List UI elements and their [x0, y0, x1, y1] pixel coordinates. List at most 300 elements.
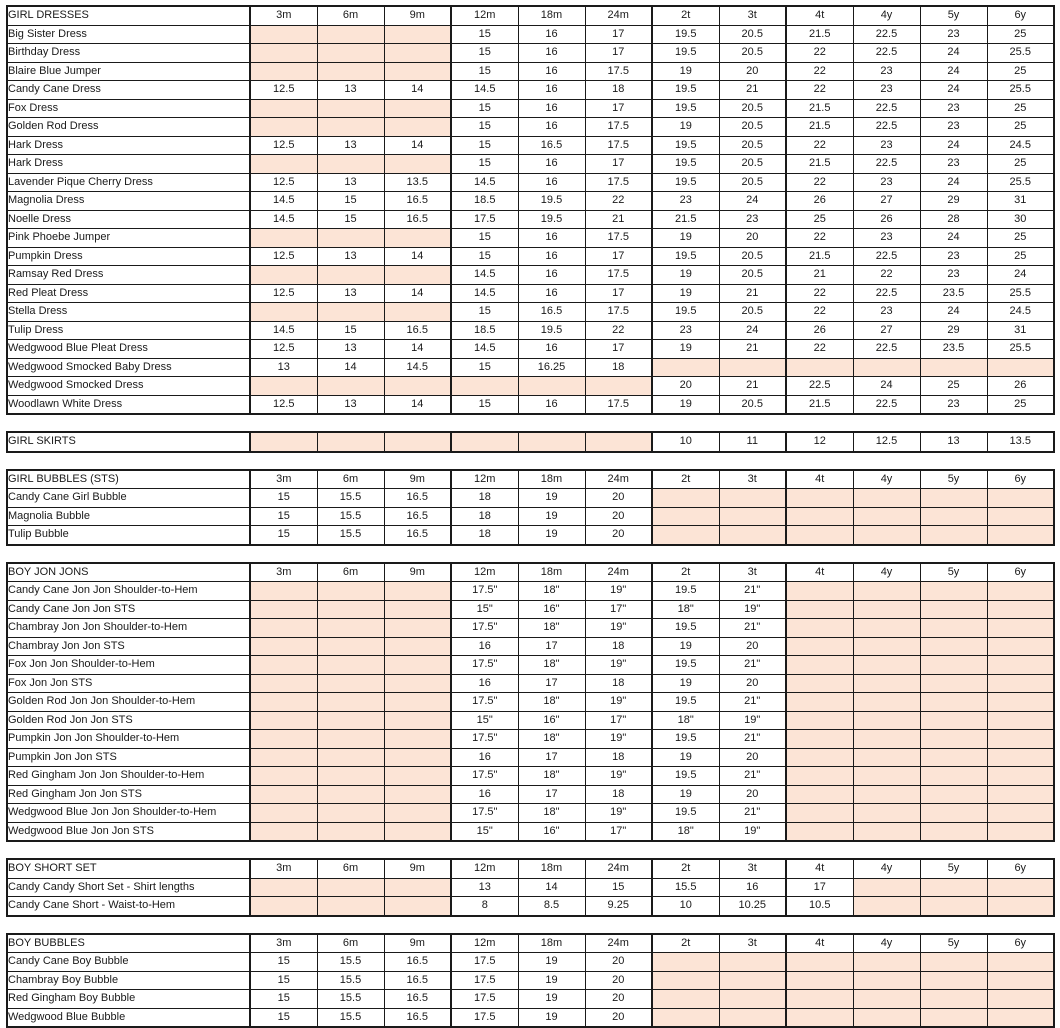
size-value-cell: 15.5 — [317, 526, 384, 545]
size-value-cell: 20 — [585, 971, 652, 990]
section-header-row — [7, 470, 1054, 489]
table-row — [7, 155, 1054, 174]
size-value-cell: 21 — [585, 210, 652, 229]
size-value-cell: 25 — [987, 62, 1054, 81]
row-label: Woodlawn White Dress — [7, 395, 250, 414]
size-value-cell: 24 — [719, 192, 786, 211]
size-value-cell: 23 — [719, 210, 786, 229]
size-value-cell: 17.5 — [451, 971, 518, 990]
empty-cell — [920, 582, 987, 601]
empty-cell — [853, 600, 920, 619]
size-value-cell: 25 — [987, 155, 1054, 174]
row-label: Birthday Dress — [7, 44, 250, 63]
column-header-18m: 18m — [518, 470, 585, 489]
table-row — [7, 748, 1054, 767]
empty-cell — [384, 25, 451, 44]
empty-cell — [987, 711, 1054, 730]
size-value-cell: 19.5 — [652, 99, 719, 118]
size-value-cell: 13.5 — [987, 432, 1054, 452]
empty-cell — [719, 971, 786, 990]
size-value-cell: 15.5 — [317, 990, 384, 1009]
size-value-cell: 21" — [719, 730, 786, 749]
empty-cell — [250, 600, 317, 619]
empty-cell — [250, 582, 317, 601]
empty-cell — [384, 99, 451, 118]
size-value-cell: 19 — [518, 507, 585, 526]
table-row — [7, 804, 1054, 823]
size-value-cell: 21.5 — [786, 247, 853, 266]
table-row — [7, 730, 1054, 749]
size-value-cell: 12.5 — [250, 340, 317, 359]
row-label: Wedgwood Blue Jon Jon STS — [7, 822, 250, 841]
empty-cell — [317, 785, 384, 804]
size-value-cell: 16.5 — [518, 303, 585, 322]
empty-cell — [786, 748, 853, 767]
table-row — [7, 619, 1054, 638]
empty-cell — [317, 155, 384, 174]
column-header-3m: 3m — [250, 6, 317, 25]
size-value-cell: 23 — [853, 173, 920, 192]
empty-cell — [719, 358, 786, 377]
size-value-cell: 30 — [987, 210, 1054, 229]
size-value-cell: 15.5 — [652, 878, 719, 897]
empty-cell — [250, 767, 317, 786]
section-title: BOY JON JONS — [7, 563, 250, 582]
empty-cell — [317, 303, 384, 322]
size-value-cell: 8 — [451, 897, 518, 916]
size-value-cell: 17" — [585, 822, 652, 841]
size-value-cell: 21 — [719, 284, 786, 303]
empty-cell — [920, 953, 987, 972]
empty-cell — [853, 990, 920, 1009]
empty-cell — [384, 155, 451, 174]
empty-cell — [317, 822, 384, 841]
size-value-cell: 25 — [987, 99, 1054, 118]
empty-cell — [987, 878, 1054, 897]
size-value-cell: 22 — [585, 192, 652, 211]
size-value-cell: 17.5" — [451, 804, 518, 823]
size-value-cell: 20 — [585, 489, 652, 508]
empty-cell — [987, 990, 1054, 1009]
size-value-cell: 22 — [786, 81, 853, 100]
size-value-cell: 19" — [585, 656, 652, 675]
size-value-cell: 22 — [786, 44, 853, 63]
empty-cell — [250, 229, 317, 248]
size-value-cell: 16.5 — [384, 321, 451, 340]
size-value-cell: 19" — [585, 767, 652, 786]
size-value-cell: 17.5 — [585, 229, 652, 248]
table-row — [7, 340, 1054, 359]
size-value-cell: 19.5 — [652, 804, 719, 823]
size-value-cell: 16.5 — [384, 192, 451, 211]
empty-cell — [384, 118, 451, 137]
column-header-12m: 12m — [451, 859, 518, 878]
empty-cell — [317, 656, 384, 675]
size-value-cell: 19 — [652, 266, 719, 285]
row-label: Pink Phoebe Jumper — [7, 229, 250, 248]
empty-cell — [786, 619, 853, 638]
table-row — [7, 711, 1054, 730]
size-value-cell: 22.5 — [853, 44, 920, 63]
size-value-cell: 15 — [250, 507, 317, 526]
empty-cell — [317, 432, 384, 452]
empty-cell — [987, 804, 1054, 823]
size-value-cell: 19.5 — [652, 656, 719, 675]
size-value-cell: 20 — [719, 62, 786, 81]
size-value-cell: 15 — [250, 953, 317, 972]
section-table-boy-bubbles — [6, 933, 1055, 1028]
empty-cell — [384, 748, 451, 767]
table-row — [7, 693, 1054, 712]
row-label: Ramsay Red Dress — [7, 266, 250, 285]
size-value-cell: 24 — [719, 321, 786, 340]
empty-cell — [987, 822, 1054, 841]
empty-cell — [384, 730, 451, 749]
empty-cell — [853, 748, 920, 767]
column-header-12m: 12m — [451, 470, 518, 489]
size-value-cell: 19 — [518, 1008, 585, 1027]
empty-cell — [250, 897, 317, 916]
size-value-cell: 14.5 — [250, 210, 317, 229]
size-value-cell: 20 — [585, 990, 652, 1009]
column-header-6y: 6y — [987, 859, 1054, 878]
empty-cell — [786, 804, 853, 823]
size-value-cell: 17.5 — [585, 266, 652, 285]
row-label: Pumpkin Jon Jon Shoulder-to-Hem — [7, 730, 250, 749]
empty-cell — [786, 953, 853, 972]
empty-cell — [786, 600, 853, 619]
empty-cell — [384, 44, 451, 63]
size-value-cell: 25 — [920, 377, 987, 396]
size-value-cell: 24 — [920, 44, 987, 63]
empty-cell — [786, 785, 853, 804]
size-value-cell: 16.5 — [384, 953, 451, 972]
column-header-5y: 5y — [920, 859, 987, 878]
size-value-cell: 17 — [585, 25, 652, 44]
empty-cell — [786, 637, 853, 656]
size-value-cell: 20.5 — [719, 99, 786, 118]
size-value-cell: 21" — [719, 693, 786, 712]
empty-cell — [786, 711, 853, 730]
empty-cell — [920, 507, 987, 526]
row-label: Golden Rod Dress — [7, 118, 250, 137]
size-value-cell: 19 — [652, 637, 719, 656]
size-value-cell: 21" — [719, 619, 786, 638]
empty-cell — [987, 897, 1054, 916]
size-value-cell: 21.5 — [652, 210, 719, 229]
empty-cell — [920, 971, 987, 990]
empty-cell — [853, 358, 920, 377]
column-header-12m: 12m — [451, 563, 518, 582]
size-value-cell: 18.5 — [451, 321, 518, 340]
empty-cell — [250, 785, 317, 804]
size-value-cell: 23 — [920, 266, 987, 285]
size-value-cell: 25.5 — [987, 44, 1054, 63]
size-value-cell: 15 — [250, 990, 317, 1009]
size-value-cell: 16 — [518, 173, 585, 192]
empty-cell — [250, 155, 317, 174]
size-value-cell: 25.5 — [987, 340, 1054, 359]
size-value-cell: 9.25 — [585, 897, 652, 916]
empty-cell — [920, 600, 987, 619]
size-value-cell: 19 — [652, 674, 719, 693]
empty-cell — [987, 507, 1054, 526]
empty-cell — [384, 266, 451, 285]
empty-cell — [250, 44, 317, 63]
size-value-cell: 16" — [518, 822, 585, 841]
size-value-cell: 20 — [585, 1008, 652, 1027]
empty-cell — [920, 804, 987, 823]
empty-cell — [250, 637, 317, 656]
empty-cell — [317, 748, 384, 767]
size-value-cell: 14 — [384, 284, 451, 303]
empty-cell — [853, 953, 920, 972]
empty-cell — [317, 44, 384, 63]
size-value-cell: 22 — [786, 229, 853, 248]
size-value-cell: 14 — [384, 81, 451, 100]
empty-cell — [920, 748, 987, 767]
size-value-cell: 13 — [317, 395, 384, 414]
empty-cell — [853, 878, 920, 897]
size-value-cell: 13 — [317, 136, 384, 155]
row-label: Big Sister Dress — [7, 25, 250, 44]
size-value-cell: 22 — [786, 136, 853, 155]
table-row — [7, 582, 1054, 601]
empty-cell — [853, 785, 920, 804]
size-value-cell: 16 — [518, 118, 585, 137]
size-value-cell: 16 — [518, 395, 585, 414]
size-value-cell: 24 — [920, 173, 987, 192]
size-value-cell: 16 — [451, 785, 518, 804]
empty-cell — [317, 266, 384, 285]
size-value-cell: 18" — [518, 767, 585, 786]
column-header-4y: 4y — [853, 470, 920, 489]
size-value-cell: 17 — [585, 99, 652, 118]
size-value-cell: 20 — [585, 507, 652, 526]
size-value-cell: 15 — [317, 192, 384, 211]
table-row — [7, 507, 1054, 526]
size-value-cell: 18" — [518, 804, 585, 823]
size-value-cell: 21 — [719, 81, 786, 100]
section-table-boy-short-set — [6, 858, 1055, 917]
size-value-cell: 17 — [585, 44, 652, 63]
empty-cell — [384, 878, 451, 897]
size-value-cell: 25 — [987, 247, 1054, 266]
column-header-4y: 4y — [853, 6, 920, 25]
row-label: Pumpkin Dress — [7, 247, 250, 266]
size-value-cell: 19.5 — [652, 303, 719, 322]
row-label: Fox Jon Jon Shoulder-to-Hem — [7, 656, 250, 675]
row-label: Chambray Jon Jon Shoulder-to-Hem — [7, 619, 250, 638]
section-header-row — [7, 6, 1054, 25]
size-value-cell: 15.5 — [317, 971, 384, 990]
empty-cell — [719, 489, 786, 508]
column-header-6m: 6m — [317, 6, 384, 25]
size-value-cell: 20.5 — [719, 247, 786, 266]
empty-cell — [652, 990, 719, 1009]
empty-cell — [987, 358, 1054, 377]
row-label: Chambray Jon Jon STS — [7, 637, 250, 656]
size-value-cell: 15 — [451, 155, 518, 174]
size-value-cell: 22.5 — [853, 118, 920, 137]
size-value-cell: 18" — [652, 600, 719, 619]
table-row — [7, 210, 1054, 229]
size-value-cell: 16.5 — [384, 971, 451, 990]
empty-cell — [853, 619, 920, 638]
empty-cell — [317, 377, 384, 396]
empty-cell — [585, 432, 652, 452]
size-value-cell: 31 — [987, 192, 1054, 211]
empty-cell — [853, 526, 920, 545]
size-value-cell: 15 — [250, 526, 317, 545]
size-value-cell: 22 — [786, 340, 853, 359]
empty-cell — [853, 730, 920, 749]
size-value-cell: 18 — [585, 81, 652, 100]
size-value-cell: 17.5" — [451, 767, 518, 786]
size-value-cell: 18" — [518, 619, 585, 638]
section-title: GIRL BUBBLES (STS) — [7, 470, 250, 489]
column-header-3t: 3t — [719, 470, 786, 489]
size-value-cell: 23.5 — [920, 340, 987, 359]
size-value-cell: 16 — [518, 229, 585, 248]
table-row — [7, 247, 1054, 266]
empty-cell — [786, 507, 853, 526]
size-value-cell: 16 — [518, 340, 585, 359]
size-value-cell: 10 — [652, 432, 719, 452]
row-label: Pumpkin Jon Jon STS — [7, 748, 250, 767]
size-value-cell: 21 — [719, 340, 786, 359]
size-value-cell: 19 — [518, 489, 585, 508]
size-value-cell: 20.5 — [719, 118, 786, 137]
size-value-cell: 29 — [920, 321, 987, 340]
empty-cell — [786, 526, 853, 545]
size-value-cell: 15" — [451, 822, 518, 841]
empty-cell — [987, 656, 1054, 675]
empty-cell — [250, 432, 317, 452]
size-value-cell: 19 — [652, 62, 719, 81]
row-label: Tulip Dress — [7, 321, 250, 340]
empty-cell — [920, 526, 987, 545]
size-value-cell: 15" — [451, 711, 518, 730]
size-value-cell: 17" — [585, 711, 652, 730]
size-value-cell: 17.5 — [585, 136, 652, 155]
size-value-cell: 28 — [920, 210, 987, 229]
size-value-cell: 13 — [317, 81, 384, 100]
column-header-12m: 12m — [451, 934, 518, 953]
empty-cell — [317, 25, 384, 44]
column-header-24m: 24m — [585, 470, 652, 489]
size-value-cell: 19 — [518, 526, 585, 545]
size-value-cell: 15 — [317, 210, 384, 229]
size-value-cell: 21 — [786, 266, 853, 285]
row-label: Hark Dress — [7, 155, 250, 174]
empty-cell — [384, 693, 451, 712]
size-value-cell: 20 — [652, 377, 719, 396]
size-value-cell: 18 — [451, 507, 518, 526]
empty-cell — [786, 582, 853, 601]
empty-cell — [652, 489, 719, 508]
column-header-5y: 5y — [920, 563, 987, 582]
size-value-cell: 22.5 — [853, 247, 920, 266]
size-value-cell: 19.5 — [652, 247, 719, 266]
size-value-cell: 20 — [585, 953, 652, 972]
size-value-cell: 16.5 — [384, 210, 451, 229]
empty-cell — [786, 822, 853, 841]
column-header-4y: 4y — [853, 934, 920, 953]
column-header-6m: 6m — [317, 934, 384, 953]
empty-cell — [920, 897, 987, 916]
column-header-18m: 18m — [518, 859, 585, 878]
size-value-cell: 20.5 — [719, 136, 786, 155]
empty-cell — [317, 674, 384, 693]
row-label: Magnolia Dress — [7, 192, 250, 211]
column-header-4y: 4y — [853, 563, 920, 582]
size-value-cell: 19.5 — [652, 81, 719, 100]
column-header-3t: 3t — [719, 6, 786, 25]
size-value-cell: 23 — [920, 25, 987, 44]
size-value-cell: 22.5 — [853, 99, 920, 118]
column-header-3t: 3t — [719, 934, 786, 953]
empty-cell — [853, 767, 920, 786]
table-row — [7, 526, 1054, 545]
size-value-cell: 19.5 — [652, 693, 719, 712]
size-value-cell: 20 — [719, 748, 786, 767]
empty-cell — [920, 767, 987, 786]
size-value-cell: 20.5 — [719, 155, 786, 174]
empty-cell — [853, 971, 920, 990]
empty-cell — [384, 377, 451, 396]
table-row — [7, 878, 1054, 897]
size-value-cell: 24.5 — [987, 136, 1054, 155]
size-value-cell: 13 — [451, 878, 518, 897]
column-header-4t: 4t — [786, 934, 853, 953]
column-header-4t: 4t — [786, 470, 853, 489]
empty-cell — [786, 990, 853, 1009]
size-value-cell: 19.5 — [652, 25, 719, 44]
empty-cell — [920, 990, 987, 1009]
empty-cell — [987, 767, 1054, 786]
row-label: Candy Cane Jon Jon Shoulder-to-Hem — [7, 582, 250, 601]
size-value-cell: 20.5 — [719, 173, 786, 192]
row-label: Candy Cane Dress — [7, 81, 250, 100]
size-value-cell: 18" — [518, 656, 585, 675]
empty-cell — [987, 526, 1054, 545]
row-label: Fox Jon Jon STS — [7, 674, 250, 693]
size-value-cell: 22.5 — [853, 340, 920, 359]
size-value-cell: 23.5 — [920, 284, 987, 303]
empty-cell — [853, 582, 920, 601]
size-value-cell: 15 — [451, 118, 518, 137]
size-value-cell: 15 — [250, 489, 317, 508]
size-value-cell: 23 — [920, 395, 987, 414]
size-value-cell: 12.5 — [250, 81, 317, 100]
empty-cell — [920, 619, 987, 638]
size-value-cell: 14.5 — [451, 340, 518, 359]
size-value-cell: 23 — [920, 155, 987, 174]
empty-cell — [317, 619, 384, 638]
table-row — [7, 1008, 1054, 1027]
table-row — [7, 229, 1054, 248]
size-value-cell: 14.5 — [451, 81, 518, 100]
row-label: Noelle Dress — [7, 210, 250, 229]
empty-cell — [853, 656, 920, 675]
size-value-cell: 18 — [585, 748, 652, 767]
empty-cell — [987, 953, 1054, 972]
empty-cell — [853, 674, 920, 693]
column-header-4t: 4t — [786, 6, 853, 25]
size-value-cell: 17.5 — [451, 953, 518, 972]
column-header-2t: 2t — [652, 934, 719, 953]
